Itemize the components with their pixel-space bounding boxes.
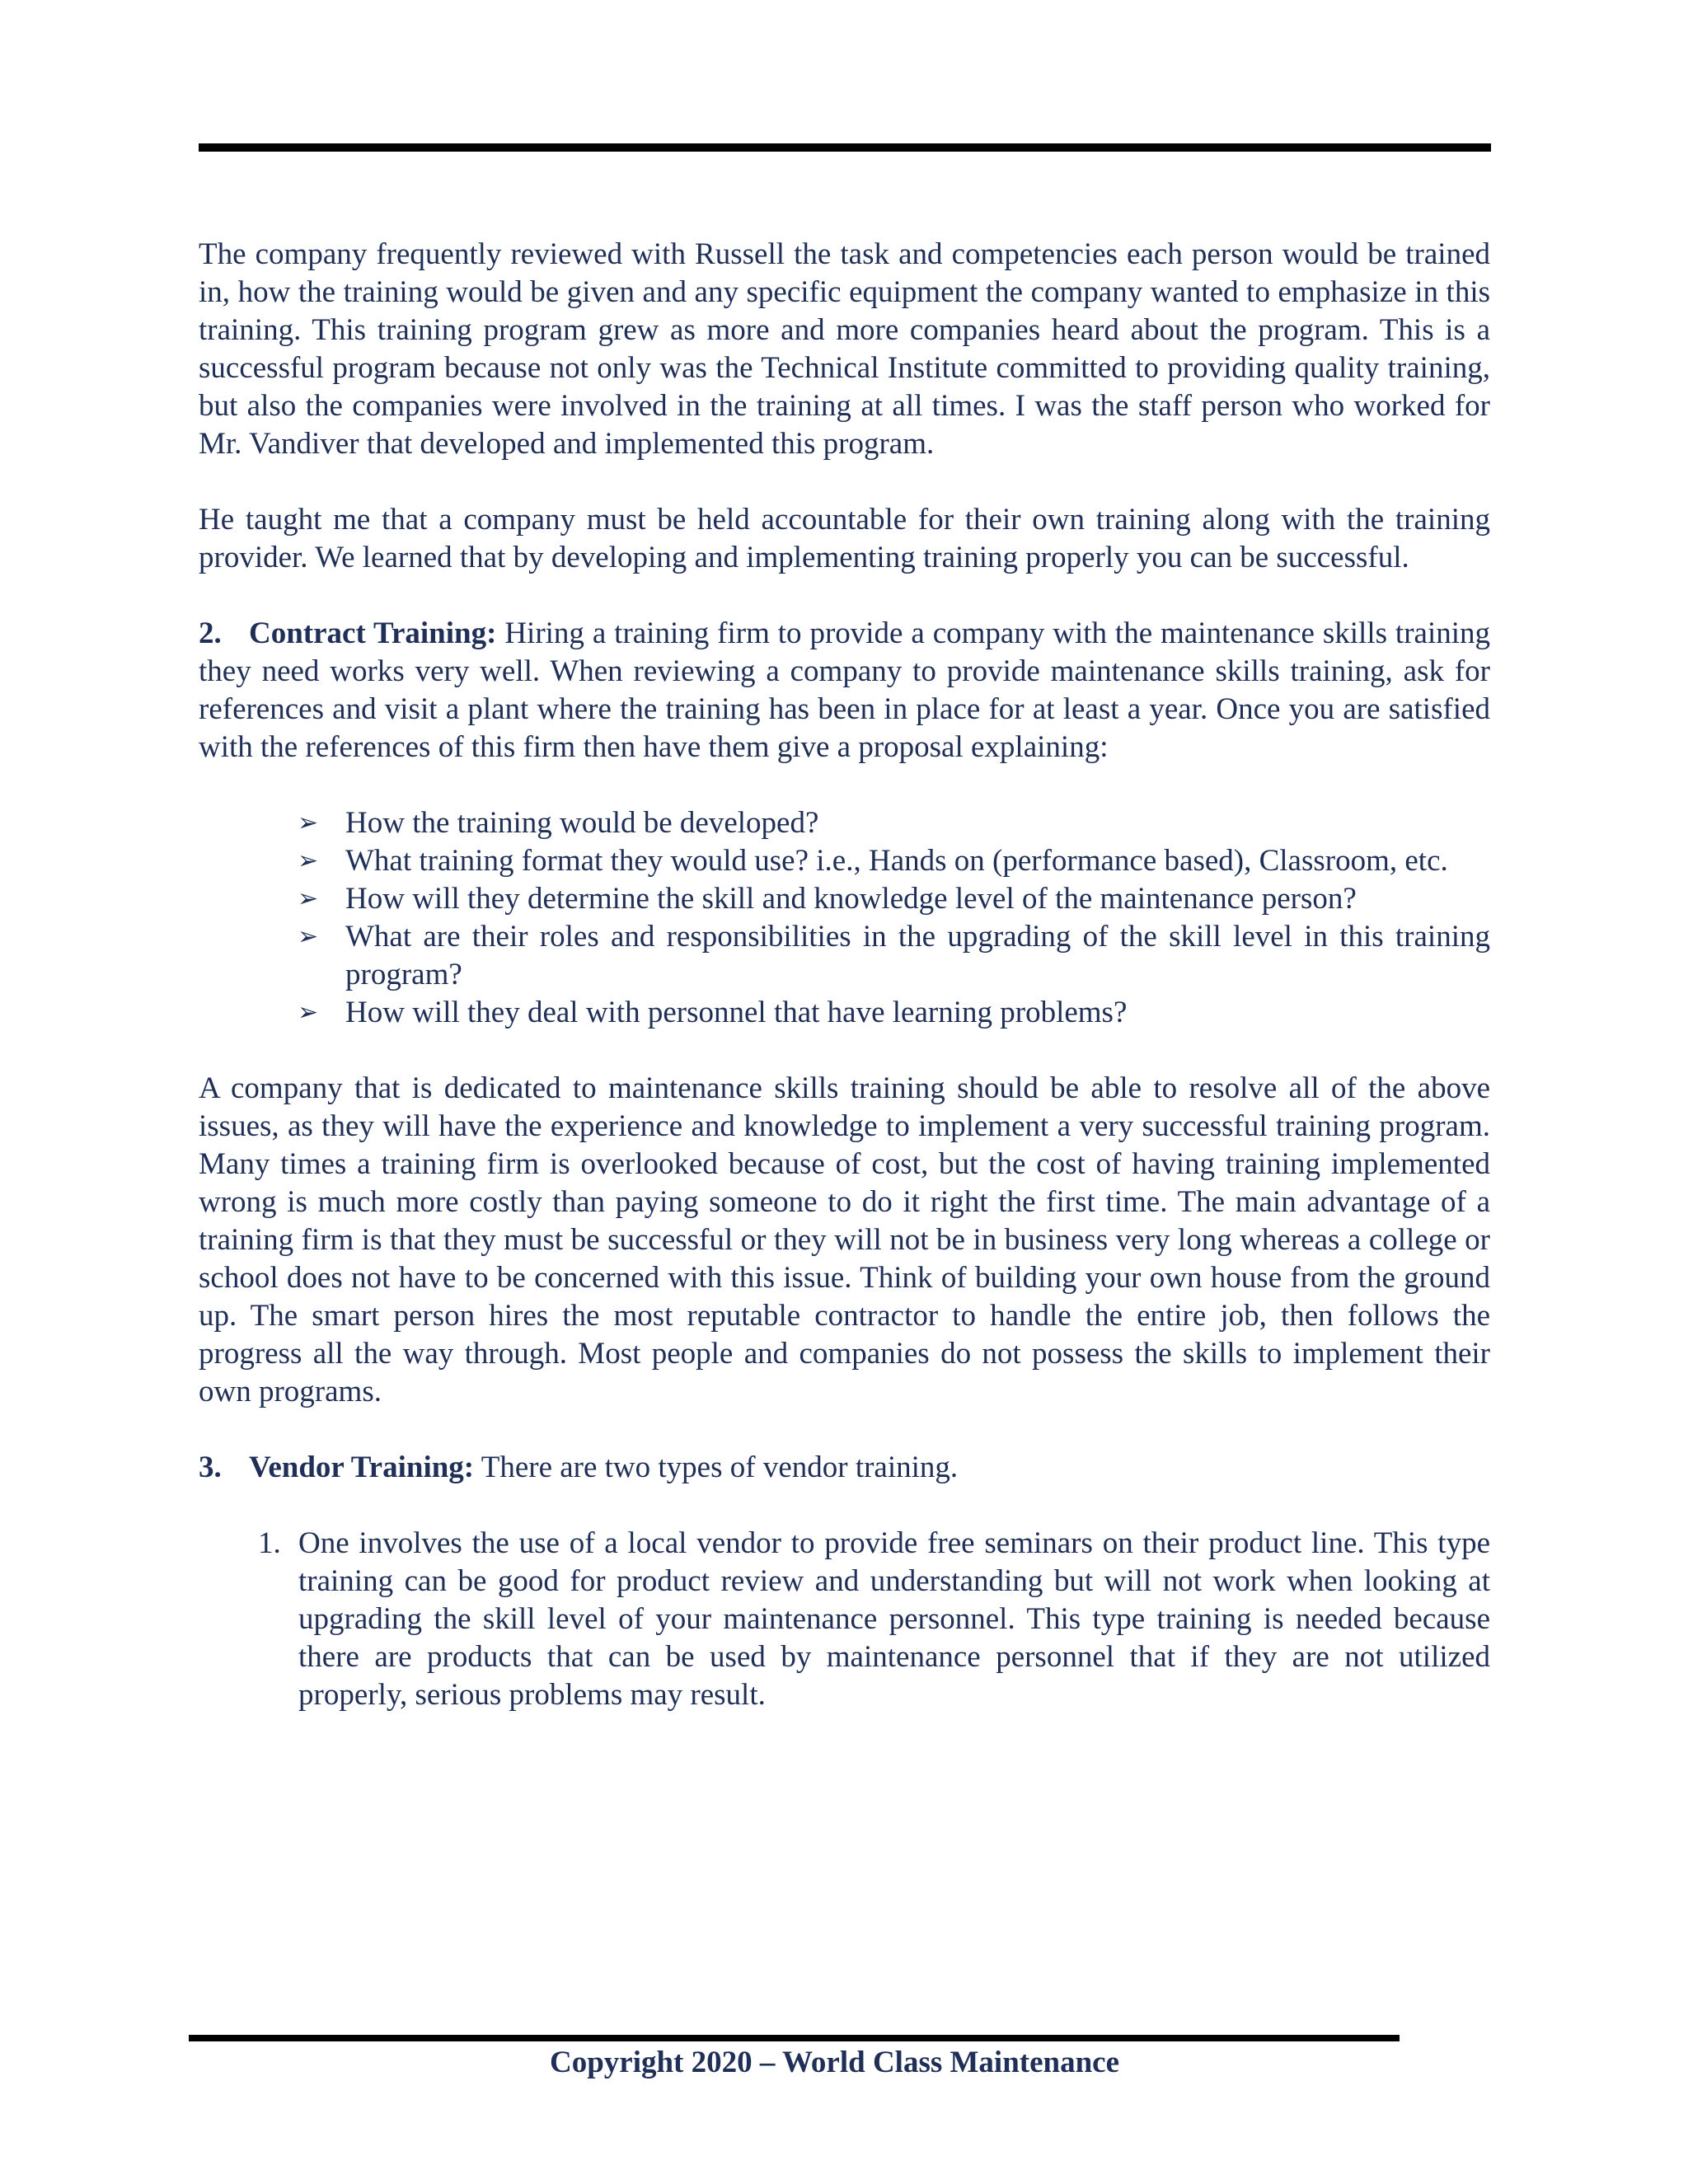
list-item-text: How will they deal with personnel that have learning problems?	[345, 996, 1128, 1029]
arrow-bullet-icon: ➢	[298, 808, 319, 837]
footer-rule	[189, 2035, 1400, 2041]
list-item-text: One involves the use of a local vendor to provide free seminars on their product line. This type training can be good for product review and understanding but will not work when looking at upgrading the skill level of your maintenance personnel. This type training is needed because there are products that can be used by maintenance personnel that if they are not utilized properly, serious problems may result.	[298, 1526, 1490, 1712]
section-contract-training	[199, 615, 1490, 766]
header-rule	[199, 143, 1491, 152]
section-text: Hiring a training firm to provide a company with the maintenance skills training they need works very well. When reviewing a company to provide maintenance skills training, ask for references and visit a plant where the training has been in place for at least a year. Once you are satisfied with the references of this firm then have them give a proposal explaining:	[199, 616, 1491, 764]
list-item	[298, 918, 1490, 994]
list-item	[298, 994, 1490, 1032]
arrow-bullet-icon: ➢	[298, 922, 319, 951]
vendor-type-list	[199, 1525, 1490, 1714]
paragraph-intro-2: He taught me that a company must be held accountable for their own training along with the training provider. We learned that by developing and implementing training properly you can be successful.	[199, 503, 1490, 574]
page-footer: Copyright 2020 – World Class Maintenance	[549, 2046, 1120, 2079]
section-number: 3.	[199, 1451, 222, 1484]
list-item-text: How will they determine the skill and knowledge level of the maintenance person?	[345, 882, 1357, 916]
page-body	[199, 236, 1490, 1714]
section-text: There are two types of vendor training.	[474, 1451, 959, 1484]
list-item-text: How the training would be developed?	[345, 806, 819, 840]
list-item	[298, 880, 1490, 918]
list-item	[298, 842, 1490, 880]
list-item-text: What are their roles and responsibilities in the upgrading of the skill level in this training program?	[345, 920, 1490, 991]
paragraph-training-firm: A company that is dedicated to maintenance skills training should be able to resolve all of the above issues, as they will have the experience and knowledge to implement a very successful training program. Many times a training firm is overlooked because of cost, but the cost of having training implemented wrong is much more costly than paying someone to do it right the first time. The main advantage of a training firm is that they must be successful or they will not be in business very long whereas a college or school does not have to be concerned with this issue. Think of building your own house from the ground up. The smart person hires the most reputable contractor to handle the entire job, then follows the progress all the way through. Most people and companies do not possess the skills to implement their own programs.	[199, 1071, 1490, 1408]
arrow-bullet-icon: ➢	[298, 846, 319, 875]
paragraph-intro-1: The company frequently reviewed with Russell the task and competencies each person would be trained in, how the training would be given and any specific equipment the company wanted to emphasize in this training. This training program grew as more and more companies heard about the program. This is a successful program because not only was the Technical Institute committed to providing quality training, but also the companies were involved in the training at all times. I was the staff person who worked for Mr. Vandiver that developed and implemented this program.	[199, 237, 1490, 461]
section-title: Vendor Training:	[249, 1451, 475, 1484]
arrow-bullet-icon: ➢	[298, 998, 319, 1027]
arrow-bullet-icon: ➢	[298, 884, 319, 913]
list-item	[258, 1525, 1490, 1714]
proposal-bullet-list	[199, 804, 1490, 1032]
section-vendor-training	[199, 1449, 1490, 1487]
section-number: 2.	[199, 616, 222, 650]
list-item	[298, 804, 1490, 842]
list-number: 1.	[258, 1526, 281, 1560]
list-item-text: What training format they would use? i.e., Hands on (performance based), Classroom, etc.	[345, 844, 1448, 878]
section-title: Contract Training:	[249, 616, 497, 650]
